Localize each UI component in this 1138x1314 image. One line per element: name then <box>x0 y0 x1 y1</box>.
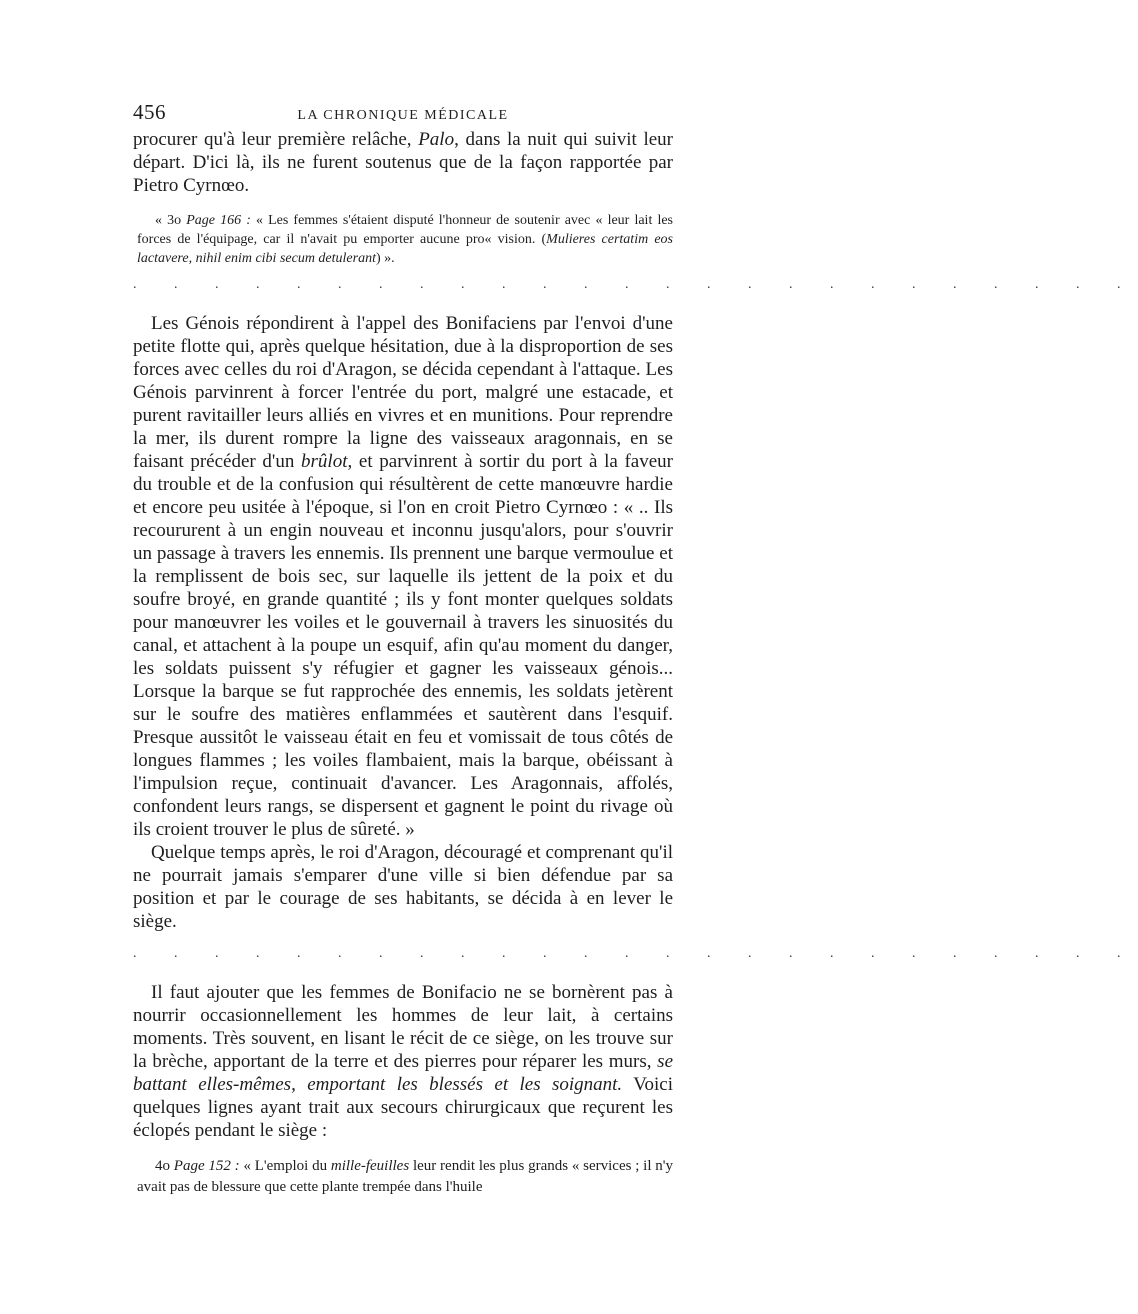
page-header <box>133 100 673 124</box>
ellipsis-separator: . . . . . . . . . . . . . . . . . . . . . . . . . <box>133 946 1138 961</box>
running-title: LA CHRONIQUE MÉDICALE <box>297 108 509 123</box>
ellipsis-separator: . . . . . . . . . . . . . . . . . . . . . . . . . <box>133 277 1138 292</box>
quote-page-152: 4o Page 152 : « L'emploi du mille-feuilles leur rendit les plus grands « services ; il n'y avait pas de blessure que cette plante trempée dans l'huile <box>137 1158 674 1195</box>
book-page <box>133 100 1138 1198</box>
paragraph-continuation: procurer qu'à leur première relâche, Palo, dans la nuit qui suivit leur départ. D'ici là, ils ne furent soutenus que de la façon rapportée par Pietro Cyrnœo. <box>133 129 674 196</box>
paragraph-siege-lifted: Quelque temps après, le roi d'Aragon, découragé et comprenant qu'il ne pourrait jamais s'emparer d'une ville si bien défendue par sa position et par le courage de ses habitants, se décida à en lever le siège. <box>133 842 673 932</box>
page-number: 456 <box>133 100 166 124</box>
paragraph-genois: Les Génois répondirent à l'appel des Bonifaciens par l'envoi d'une petite flotte qui, après quelque hésitation, due à la disproportion de ses forces avec celles du roi d'Aragon, se décida cependant à l'attaque. Les Génois parvinrent à forcer l'entrée du port, malgré une estacade, et purent ravitailler leurs alliés en vivres et en munitions. Pour reprendre la mer, ils durent rompre la ligne des vaisseaux aragonnais, en se faisant précéder d'un brûlot, et parvinrent à sortir du port à la faveur du trouble et de la confusion qui résultèrent de cette manœuvre hardie et encore peu usitée à l'époque, si l'on en croit Pietro Cyrnœo : « .. Ils recoururent à un engin nouveau et inconnu jusqu'alors, pour s'ouvrir un passage à travers les ennemis. Ils prennent une barque vermoulue et la remplissent de bois sec, sur laquelle ils jettent de la poix et du soufre broyé, en grande quantité ; ils y font monter quelques soldats pour manœuvrer les voiles et le gouvernail à travers les sinuosités du canal, et attachent à la poupe un esquif, afin qu'au moment du danger, les soldats puissent s'y réfugier et gagner les vaisseaux génois... Lorsque la barque se fut rapprochée des ennemis, les soldats jetèrent sur le soufre des matières enflammées et sautèrent dans l'esquif. Presque aussitôt le vaisseau était en feu et vomissait de tous côtés de longues flammes ; les voiles flambaient, mais la barque, obéissant à l'impulsion reçue, continuait d'avancer. Les Aragonnais, affolés, confondent leurs rangs, se dispersent et gagnent le point du rivage où ils croient trouver le plus de sûreté. » <box>133 313 673 840</box>
quote-page-166: « 3o Page 166 : « Les femmes s'étaient disputé l'honneur de soutenir avec « leur lait les forces de l'équipage, car il n'avait pu emporter aucune pro« vision. (Mulieres certatim eos lactavere, nihil enim cibi secum detulerant) ». <box>137 213 673 266</box>
paragraph-women: Il faut ajouter que les femmes de Bonifacio ne se bornèrent pas à nourrir occasionnellement les hommes de leur lait, à certains moments. Très souvent, en lisant le récit de ce siège, on les trouve sur la brèche, apportant de la terre et des pierres pour réparer les murs, se battant elles-mêmes, emportant les blessés et les soignant. Voici quelques lignes ayant trait aux secours chirurgicaux que reçurent les éclopés pendant le siège : <box>133 982 673 1141</box>
